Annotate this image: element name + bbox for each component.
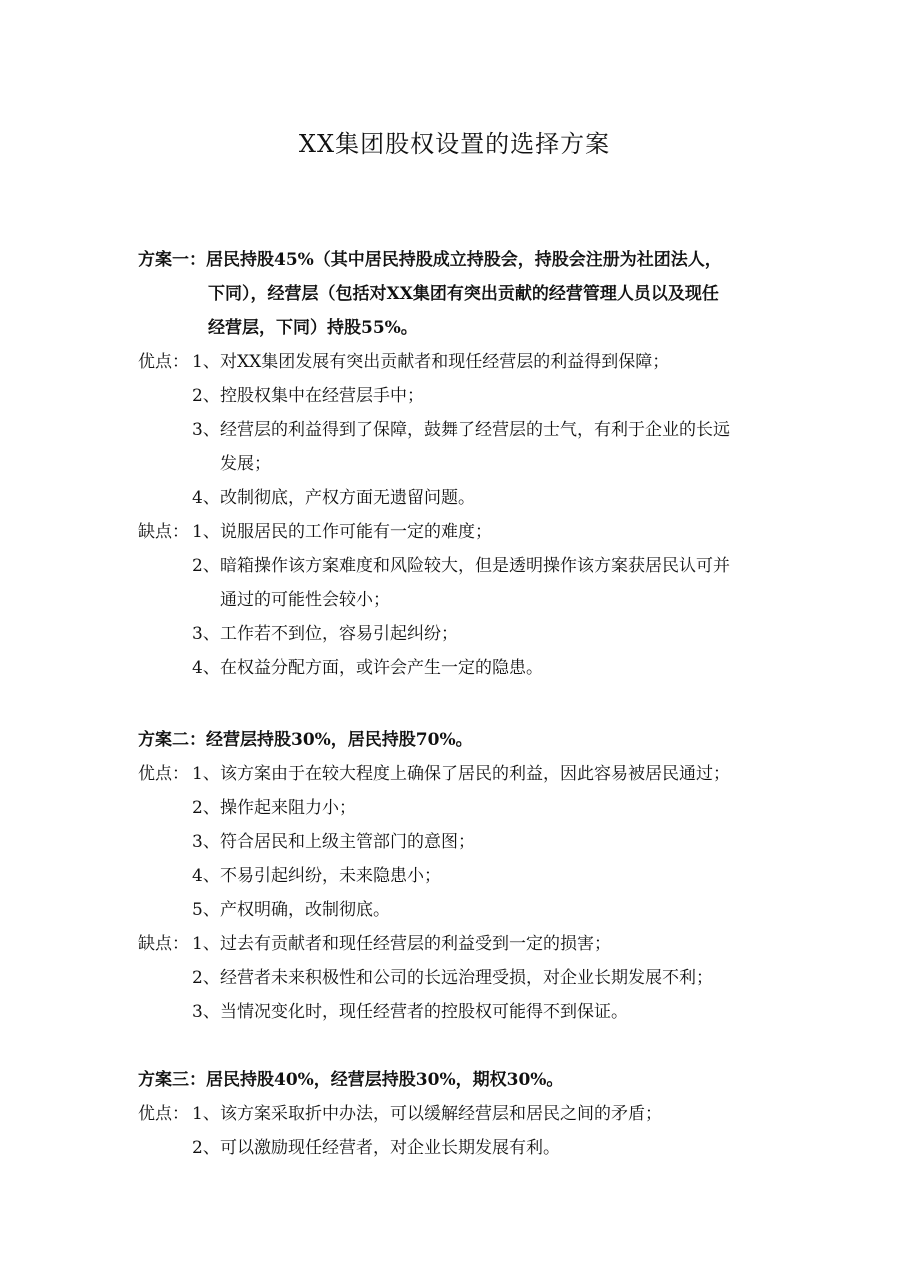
plan-1 (138, 243, 788, 685)
list-number: 1、 (192, 764, 220, 784)
list-item: 当情况变化时，现任经营者的控股权可能得不到保证。 (220, 1002, 628, 1022)
plan-2-cons (138, 927, 788, 1029)
list-item: 暗箱操作该方案难度和风险较大，但是透明操作该方案获居民认可并 (220, 556, 730, 576)
cons-label: 缺点： (138, 934, 189, 954)
list-number: 1、 (192, 522, 220, 542)
plan-2-heading: 方案二：经营层持股30%，居民持股70%。 (138, 730, 473, 750)
plan-3-heading: 方案三：居民持股40%，经营层持股30%，期权30%。 (138, 1070, 564, 1090)
plan-1-cons (138, 515, 788, 685)
list-number: 2、 (192, 556, 220, 576)
list-item: 该方案采取折中办法，可以缓解经营层和居民之间的矛盾； (220, 1104, 662, 1124)
list-item: 说服居民的工作可能有一定的难度； (220, 522, 492, 542)
list-item: 符合居民和上级主管部门的意图； (220, 832, 475, 852)
list-number: 2、 (192, 798, 220, 818)
list-number: 3、 (192, 832, 220, 852)
plan-1-heading-line1: 方案一：居民持股45%（其中居民持股成立持股会，持股会注册为社团法人， (138, 250, 722, 270)
list-number: 1、 (192, 352, 220, 372)
pros-label: 优点： (138, 352, 189, 372)
list-item: 工作若不到位，容易引起纠纷； (220, 624, 458, 644)
plan-1-heading-line2: 下同），经营层（包括对XX集团有突出贡献的经营管理人员以及现任 (208, 284, 719, 304)
list-number: 1、 (192, 934, 220, 954)
list-number: 2、 (192, 968, 220, 988)
pros-label: 优点： (138, 764, 189, 784)
list-item-continuation: 发展； (220, 454, 271, 474)
list-item: 控股权集中在经营层手中； (220, 386, 424, 406)
list-number: 1、 (192, 1104, 220, 1124)
plan-2 (138, 723, 788, 1029)
list-number: 4、 (192, 658, 220, 678)
plan-1-heading-line3: 经营层，下同）持股55%。 (208, 318, 418, 338)
list-number: 3、 (192, 1002, 220, 1022)
list-number: 2、 (192, 1138, 220, 1158)
document-title: XX集团股权设置的选择方案 (298, 130, 611, 158)
plan-1-pros (138, 345, 788, 515)
list-item: 过去有贡献者和现任经营层的利益受到一定的损害； (220, 934, 611, 954)
pros-label: 优点： (138, 1104, 189, 1124)
list-item: 该方案由于在较大程度上确保了居民的利益，因此容易被居民通过； (220, 764, 730, 784)
list-item: 经营层的利益得到了保障，鼓舞了经营层的士气，有利于企业的长远 (220, 420, 730, 440)
list-item: 可以激励现任经营者，对企业长期发展有利。 (220, 1138, 560, 1158)
list-item: 在权益分配方面，或许会产生一定的隐患。 (220, 658, 543, 678)
list-number: 3、 (192, 420, 220, 440)
plan-1-heading (138, 243, 788, 345)
plan-3 (138, 1063, 788, 1165)
list-item: 改制彻底，产权方面无遗留问题。 (220, 488, 475, 508)
cons-label: 缺点： (138, 522, 189, 542)
plan-3-pros (138, 1097, 788, 1165)
list-item: 操作起来阻力小； (220, 798, 356, 818)
list-item: 不易引起纠纷，未来隐患小； (220, 866, 441, 886)
list-number: 5、 (192, 900, 220, 920)
list-number: 3、 (192, 624, 220, 644)
plan-2-pros (138, 757, 788, 927)
list-item: 产权明确，改制彻底。 (220, 900, 390, 920)
list-number: 4、 (192, 866, 220, 886)
list-item: 经营者未来积极性和公司的长远治理受损，对企业长期发展不利； (220, 968, 713, 988)
list-number: 2、 (192, 386, 220, 406)
list-item: 对XX集团发展有突出贡献者和现任经营层的利益得到保障； (220, 352, 670, 372)
list-item-continuation: 通过的可能性会较小； (220, 590, 390, 610)
list-number: 4、 (192, 488, 220, 508)
